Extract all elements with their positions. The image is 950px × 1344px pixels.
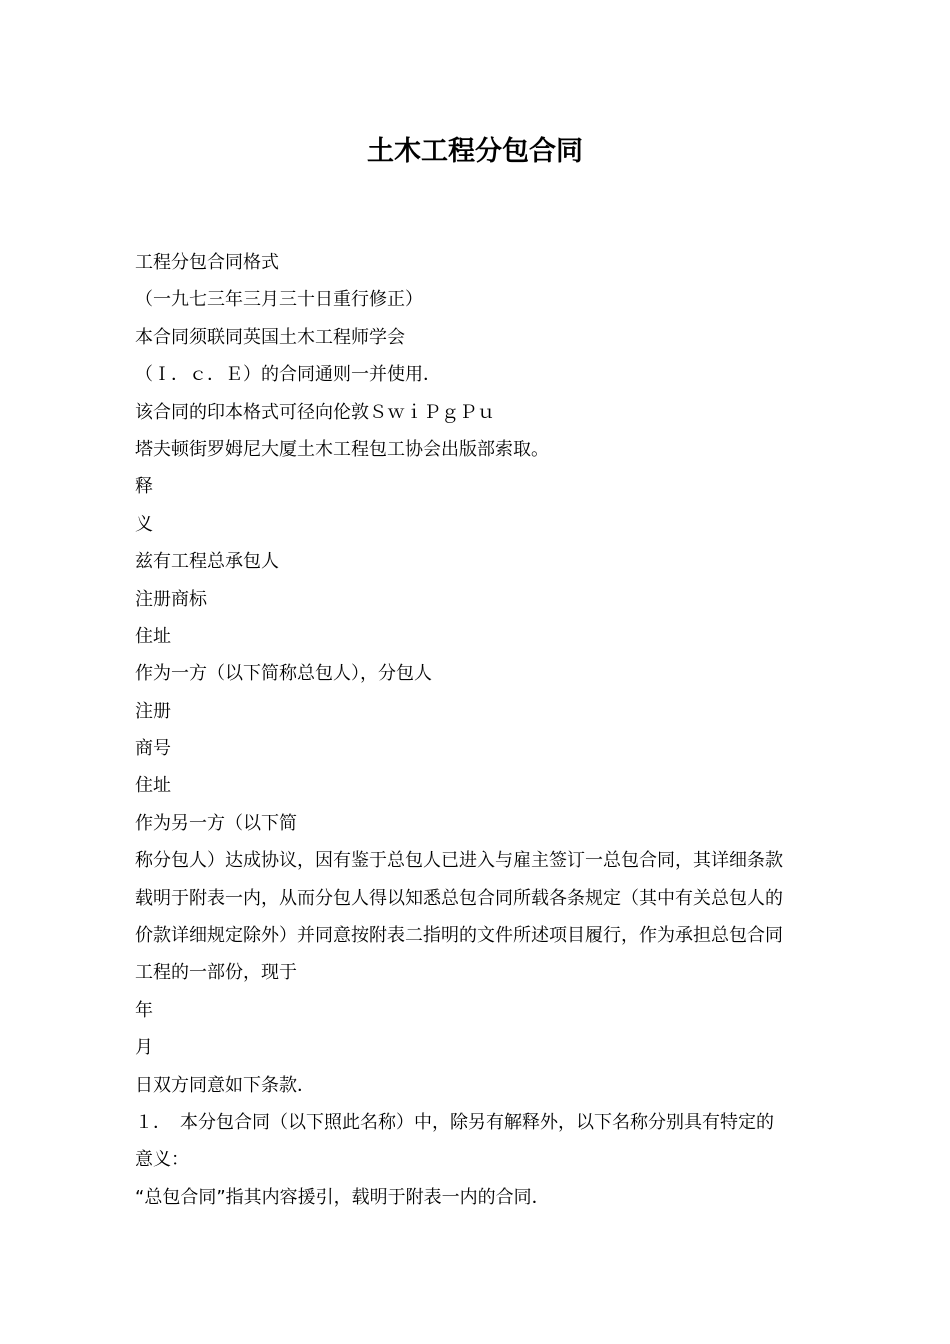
- text-line: 月: [135, 1037, 153, 1059]
- text-line: 年: [135, 999, 153, 1021]
- text-line: 兹有工程总承包人: [135, 551, 279, 573]
- text-line: 注册: [135, 700, 171, 722]
- text-line: 本合同须联同英国土木工程师学会: [135, 326, 405, 348]
- document-body: [135, 244, 835, 1216]
- text-line: 价款详细规定除外）并同意按附表二指明的文件所述项目履行，作为承担总包合同: [135, 925, 783, 947]
- text-line: 商号: [135, 738, 171, 760]
- text-line: 住址: [135, 775, 171, 797]
- text-line: “总包合同”指其内容援引，载明于附表一内的合同．: [135, 1186, 550, 1208]
- text-line: 作为一方（以下简称总包人），分包人: [135, 663, 432, 685]
- text-line: １． 本分包合同（以下照此名称）中，除另有解释外，以下名称分别具有特定的: [135, 1111, 774, 1133]
- text-line: 塔夫顿街罗姆尼大厦土木工程包工协会出版部索取。: [135, 438, 549, 460]
- text-line: 载明于附表一内，从而分包人得以知悉总包合同所载各条规定（其中有关总包人的: [135, 887, 783, 909]
- document-title: 土木工程分包合同: [367, 136, 583, 167]
- text-line: 日双方同意如下条款．: [135, 1074, 315, 1096]
- text-line: 该合同的印本格式可径向伦敦ＳｗｉＰｇＰｕ: [135, 401, 495, 423]
- text-line: 称分包人）达成协议，因有鉴于总包人已进入与雇主签订一总包合同，其详细条款: [135, 850, 783, 872]
- text-line: 工程的一部份，现于: [135, 962, 297, 984]
- text-line: 住址: [135, 625, 171, 647]
- text-line: 作为另一方（以下简: [135, 812, 297, 834]
- text-line: 义: [135, 513, 153, 535]
- text-line: 注册商标: [135, 588, 207, 610]
- text-line: 意义：: [135, 1149, 189, 1171]
- text-line: 释: [135, 476, 153, 498]
- text-line: （一九七三年三月三十日重行修正）: [135, 289, 423, 311]
- text-line: （Ｉ．ｃ．Ｅ）的合同通则一并使用．: [135, 364, 441, 386]
- text-line: 工程分包合同格式: [135, 252, 279, 273]
